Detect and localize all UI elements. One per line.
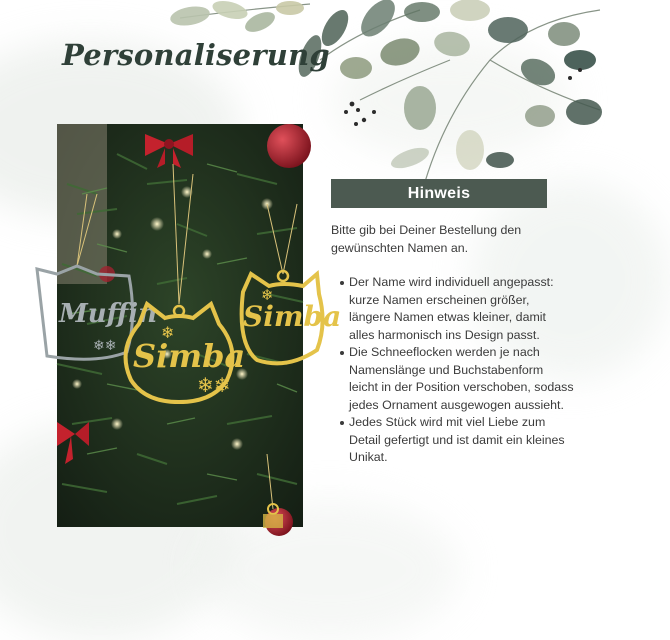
ornament-name-simba: Simba <box>133 337 246 375</box>
hint-list <box>331 274 574 467</box>
hint-list-item: Jedes Stück wird mit viel Liebe zum Detail gefertigt und ist damit ein kleines Unikat. <box>349 414 574 467</box>
product-photo <box>57 124 342 527</box>
hint-heading: Hinweis <box>331 179 547 208</box>
snowflake-icon: ❄ <box>161 325 175 342</box>
page-title: Personaliserung <box>62 38 330 72</box>
ornament-name-simba-right: Simba <box>243 300 342 333</box>
hint-list-item: Die Schneeflocken werden je nach Namenslänge und Buchstabenform leicht in der Position verschoben, sodass jedes Ornament ausgewogen aussieht. <box>349 344 574 414</box>
snowflake-icon: ❄❄ <box>197 375 231 397</box>
snowflake-icon: ❄ <box>261 287 274 304</box>
hint-list-item: Der Name wird individuell angepasst: kurze Namen erscheinen größer, längere Namen etwas kleiner, damit alles harmonisch ins Design passt. <box>349 274 574 344</box>
hint-intro-text: Bitte gib bei Deiner Bestellung den gewünschten Namen an. <box>331 223 522 255</box>
ornament-name-muffin: Muffin <box>59 299 157 329</box>
snowflake-icon: ❄❄ <box>93 337 117 353</box>
